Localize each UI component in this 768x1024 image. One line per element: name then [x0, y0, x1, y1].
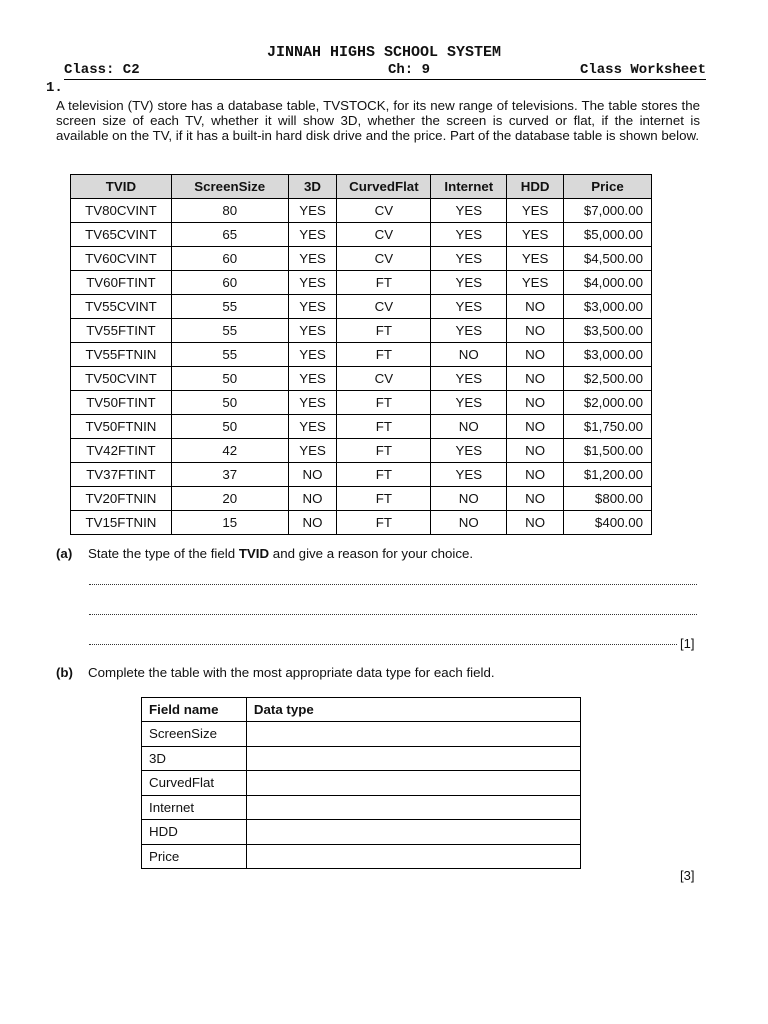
table-row [142, 820, 581, 845]
worksheet-label: Class Worksheet [579, 62, 706, 78]
class-label: Class: C2 [64, 62, 140, 78]
table-cell: $4,000.00 [564, 271, 652, 295]
table-row [71, 487, 652, 511]
table-cell: 50 [171, 367, 288, 391]
answer-line-2[interactable] [89, 612, 697, 615]
table-cell: $800.00 [564, 487, 652, 511]
question-b-text: Complete the table with the most appropriate data type for each field. [88, 665, 495, 680]
table-cell: NO [288, 511, 337, 535]
table-cell: TV50FTNIN [71, 415, 172, 439]
table-cell: YES [431, 223, 507, 247]
table-cell: TV60CVINT [71, 247, 172, 271]
table-cell: TV15FTNIN [71, 511, 172, 535]
table-cell: 65 [171, 223, 288, 247]
table-cell: FT [337, 463, 431, 487]
table-cell: NO [507, 367, 564, 391]
question-a [56, 546, 706, 564]
table-cell: NO [507, 295, 564, 319]
chapter-label: Ch: 9 [388, 62, 431, 78]
answer-line-3[interactable] [89, 642, 677, 645]
table-cell: YES [431, 199, 507, 223]
question-b-label: (b) [56, 665, 73, 680]
table-cell: YES [288, 319, 337, 343]
table-row [71, 247, 652, 271]
table-cell: 37 [171, 463, 288, 487]
table-cell: NO [288, 487, 337, 511]
table-cell: FT [337, 271, 431, 295]
table-cell: TV37FTINT [71, 463, 172, 487]
table-row [71, 415, 652, 439]
table-cell: NO [431, 487, 507, 511]
table-cell: YES [288, 415, 337, 439]
tvstock-column-header: CurvedFlat [337, 175, 431, 199]
table-row [71, 295, 652, 319]
table-cell: FT [337, 391, 431, 415]
tvstock-body [71, 199, 652, 535]
table-cell: CV [337, 199, 431, 223]
table-cell: TV60FTINT [71, 271, 172, 295]
table-cell: 42 [171, 439, 288, 463]
table-cell: 50 [171, 415, 288, 439]
table-cell: YES [431, 295, 507, 319]
table-cell: TV50FTINT [71, 391, 172, 415]
table-cell: TV42FTINT [71, 439, 172, 463]
table-cell: YES [288, 271, 337, 295]
table-row [142, 746, 581, 771]
table-cell: FT [337, 511, 431, 535]
data-type-answer-cell[interactable] [246, 746, 580, 771]
table-cell: YES [431, 319, 507, 343]
question-intro: A television (TV) store has a database table, TVSTOCK, for its new range of televisions. The table stores the screen size of each TV, whether it will show 3D, whether the screen is curved or flat, if the internet is available on the TV, if it has a built-in hard disk drive and the price. Part of the database table is shown below. [56, 98, 700, 143]
table-row [142, 722, 581, 747]
table-cell: CV [337, 367, 431, 391]
table-cell: $4,500.00 [564, 247, 652, 271]
table-cell: TV50CVINT [71, 367, 172, 391]
table-cell: TV20FTNIN [71, 487, 172, 511]
table-cell: 55 [171, 343, 288, 367]
field-name-cell: ScreenSize [142, 722, 247, 747]
data-type-answer-cell[interactable] [246, 795, 580, 820]
table-row [142, 771, 581, 796]
question-a-text-start: State the type of the field [88, 546, 239, 561]
table-cell: YES [288, 199, 337, 223]
table-cell: YES [431, 463, 507, 487]
table-cell: $2,500.00 [564, 367, 652, 391]
tvstock-column-header: 3D [288, 175, 337, 199]
table-row [142, 844, 581, 869]
table-cell: YES [288, 247, 337, 271]
table-cell: 60 [171, 271, 288, 295]
table-cell: TV55FTNIN [71, 343, 172, 367]
table-cell: 20 [171, 487, 288, 511]
answer-line-1[interactable] [89, 582, 697, 585]
table-row [71, 391, 652, 415]
question-a-text [88, 546, 473, 561]
table-cell: TV65CVINT [71, 223, 172, 247]
table-cell: $5,000.00 [564, 223, 652, 247]
question-b [56, 665, 706, 683]
table-cell: $1,200.00 [564, 463, 652, 487]
table-cell: $7,000.00 [564, 199, 652, 223]
data-type-header: Data type [246, 698, 580, 722]
table-cell: NO [507, 343, 564, 367]
question-a-label: (a) [56, 546, 73, 561]
table-row [142, 795, 581, 820]
table-cell: CV [337, 295, 431, 319]
table-cell: FT [337, 319, 431, 343]
data-type-answer-cell[interactable] [246, 722, 580, 747]
table-cell: TV55CVINT [71, 295, 172, 319]
table-cell: FT [337, 343, 431, 367]
table-cell: YES [507, 199, 564, 223]
table-row [71, 463, 652, 487]
table-cell: FT [337, 415, 431, 439]
table-cell: 55 [171, 295, 288, 319]
data-type-answer-cell[interactable] [246, 771, 580, 796]
tvstock-table [70, 174, 652, 535]
table-cell: YES [431, 439, 507, 463]
field-name-cell: Price [142, 844, 247, 869]
tvstock-column-header: Internet [431, 175, 507, 199]
table-cell: YES [431, 367, 507, 391]
table-cell: YES [507, 223, 564, 247]
table-cell: $1,500.00 [564, 439, 652, 463]
table-cell: NO [507, 319, 564, 343]
worksheet-header [64, 62, 706, 80]
table-cell: NO [431, 415, 507, 439]
table-cell: 50 [171, 391, 288, 415]
data-type-answer-cell[interactable] [246, 820, 580, 845]
table-cell: NO [507, 415, 564, 439]
table-cell: FT [337, 487, 431, 511]
data-type-table [141, 697, 581, 869]
table-cell: YES [288, 391, 337, 415]
tvstock-column-header: TVID [71, 175, 172, 199]
table-cell: YES [507, 271, 564, 295]
table-cell: TV80CVINT [71, 199, 172, 223]
field-name-cell: HDD [142, 820, 247, 845]
question-number: 1. [46, 80, 63, 96]
field-name-header: Field name [142, 698, 247, 722]
table-row [71, 271, 652, 295]
table-cell: NO [288, 463, 337, 487]
table-cell: $3,500.00 [564, 319, 652, 343]
table-cell: 55 [171, 319, 288, 343]
table-row [71, 199, 652, 223]
table-cell: YES [288, 295, 337, 319]
table-cell: YES [507, 247, 564, 271]
tvstock-header-row [71, 175, 652, 199]
table-cell: NO [431, 343, 507, 367]
data-type-body [142, 722, 581, 869]
table-cell: YES [288, 439, 337, 463]
table-row [71, 367, 652, 391]
tvstock-column-header: ScreenSize [171, 175, 288, 199]
table-cell: $400.00 [564, 511, 652, 535]
table-cell: $3,000.00 [564, 295, 652, 319]
table-cell: NO [507, 391, 564, 415]
table-cell: YES [288, 223, 337, 247]
table-row [71, 439, 652, 463]
table-row [71, 319, 652, 343]
question-a-text-end: and give a reason for your choice. [269, 546, 474, 561]
school-title: JINNAH HIGHS SCHOOL SYSTEM [266, 44, 502, 61]
table-cell: YES [288, 367, 337, 391]
question-b-marks: [3] [680, 868, 695, 883]
table-row [71, 223, 652, 247]
table-cell: 15 [171, 511, 288, 535]
table-cell: CV [337, 247, 431, 271]
field-name-cell: 3D [142, 746, 247, 771]
table-cell: CV [337, 223, 431, 247]
table-cell: NO [431, 511, 507, 535]
table-cell: YES [431, 247, 507, 271]
table-row [71, 511, 652, 535]
table-row [71, 343, 652, 367]
tvstock-column-header: Price [564, 175, 652, 199]
data-type-header-row [142, 698, 581, 722]
question-a-field-name: TVID [238, 546, 270, 561]
table-cell: NO [507, 511, 564, 535]
table-cell: $3,000.00 [564, 343, 652, 367]
table-cell: NO [507, 463, 564, 487]
table-cell: $2,000.00 [564, 391, 652, 415]
table-cell: FT [337, 439, 431, 463]
table-cell: NO [507, 439, 564, 463]
table-cell: 60 [171, 247, 288, 271]
table-cell: NO [507, 487, 564, 511]
tvstock-column-header: HDD [507, 175, 564, 199]
table-cell: YES [431, 271, 507, 295]
table-cell: YES [431, 391, 507, 415]
field-name-cell: Internet [142, 795, 247, 820]
field-name-cell: CurvedFlat [142, 771, 247, 796]
table-cell: 80 [171, 199, 288, 223]
table-cell: YES [288, 343, 337, 367]
data-type-answer-cell[interactable] [246, 844, 580, 869]
table-cell: TV55FTINT [71, 319, 172, 343]
table-cell: $1,750.00 [564, 415, 652, 439]
question-a-marks: [1] [680, 636, 695, 651]
